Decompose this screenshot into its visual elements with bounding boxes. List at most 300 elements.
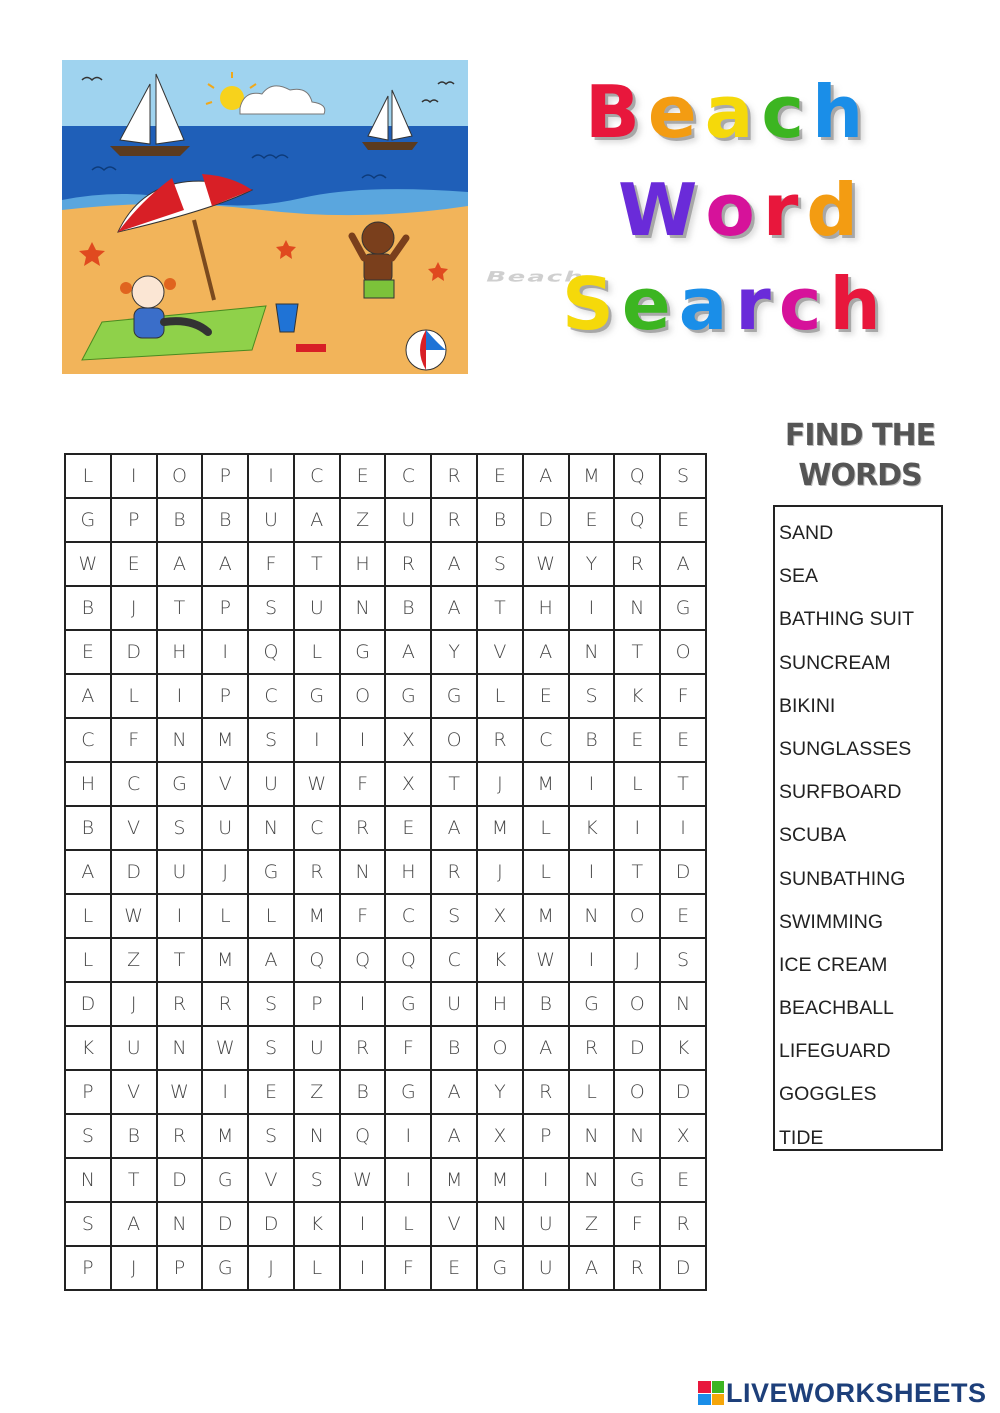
grid-cell[interactable]: C (385, 454, 431, 498)
grid-cell[interactable]: H (340, 542, 386, 586)
grid-row (65, 894, 706, 938)
grid-cell[interactable]: N (340, 850, 386, 894)
grid-cell[interactable]: M (477, 1158, 523, 1202)
grid-cell[interactable]: E (523, 674, 569, 718)
grid-cell[interactable]: I (202, 1070, 248, 1114)
grid-cell[interactable]: G (294, 674, 340, 718)
word-list-item: LIFEGUARD (779, 1040, 891, 1063)
grid-cell[interactable]: O (431, 718, 477, 762)
grid-cell[interactable]: A (157, 542, 203, 586)
grid-cell[interactable]: U (431, 982, 477, 1026)
grid-cell[interactable]: R (385, 542, 431, 586)
grid-cell[interactable]: F (614, 1202, 660, 1246)
grid-cell[interactable]: G (477, 1246, 523, 1290)
grid-cell[interactable]: K (477, 938, 523, 982)
grid-cell[interactable]: G (385, 674, 431, 718)
grid-cell[interactable]: L (65, 938, 111, 982)
grid-cell[interactable]: F (340, 894, 386, 938)
title-letter: d (806, 168, 866, 252)
grid-cell[interactable]: A (111, 1202, 157, 1246)
grid-cell[interactable]: I (569, 938, 615, 982)
grid-cell[interactable]: E (660, 1158, 706, 1202)
grid-cell[interactable]: L (569, 1070, 615, 1114)
grid-cell[interactable]: D (65, 982, 111, 1026)
grid-cell[interactable]: N (157, 1202, 203, 1246)
grid-cell[interactable]: A (65, 674, 111, 718)
grid-cell[interactable]: Y (477, 1070, 523, 1114)
grid-cell[interactable]: J (248, 1246, 294, 1290)
grid-cell[interactable]: B (431, 1026, 477, 1070)
grid-cell[interactable]: B (157, 498, 203, 542)
grid-cell[interactable]: A (431, 1114, 477, 1158)
grid-cell[interactable]: K (660, 1026, 706, 1070)
grid-cell[interactable]: G (248, 850, 294, 894)
grid-cell[interactable]: M (202, 938, 248, 982)
grid-cell[interactable]: A (431, 586, 477, 630)
word-list-item: SCUBA (779, 824, 847, 847)
grid-cell[interactable]: O (614, 1070, 660, 1114)
logo-text: LIVEWORKSHEETS (726, 1377, 987, 1408)
grid-cell[interactable]: A (431, 806, 477, 850)
grid-cell[interactable]: T (614, 630, 660, 674)
grid-cell[interactable]: C (111, 762, 157, 806)
grid-cell[interactable]: T (614, 850, 660, 894)
grid-cell[interactable]: R (614, 542, 660, 586)
grid-cell[interactable]: I (569, 586, 615, 630)
grid-cell[interactable]: N (157, 1026, 203, 1070)
grid-cell[interactable]: N (569, 1158, 615, 1202)
grid-cell[interactable]: O (614, 894, 660, 938)
grid-cell[interactable]: R (340, 1026, 386, 1070)
grid-cell[interactable]: H (65, 762, 111, 806)
grid-cell[interactable]: Z (294, 1070, 340, 1114)
grid-cell[interactable]: E (431, 1246, 477, 1290)
grid-cell[interactable]: U (202, 806, 248, 850)
grid-row (65, 850, 706, 894)
grid-cell[interactable]: L (294, 1246, 340, 1290)
grid-cell[interactable]: C (248, 674, 294, 718)
grid-cell[interactable]: P (202, 586, 248, 630)
grid-cell[interactable]: C (65, 718, 111, 762)
grid-cell[interactable]: U (523, 1246, 569, 1290)
heading-line-1: FIND THE (784, 418, 936, 453)
grid-cell[interactable]: N (477, 1202, 523, 1246)
grid-cell[interactable]: J (111, 1246, 157, 1290)
grid-cell[interactable]: V (202, 762, 248, 806)
grid-cell[interactable]: T (111, 1158, 157, 1202)
grid-cell[interactable]: A (65, 850, 111, 894)
heading-line-2: WORDS (798, 458, 922, 493)
grid-cell[interactable]: A (385, 630, 431, 674)
grid-cell[interactable]: D (614, 1026, 660, 1070)
grid-cell[interactable]: F (660, 674, 706, 718)
grid-cell[interactable]: R (294, 850, 340, 894)
grid-cell[interactable]: I (569, 850, 615, 894)
grid-cell[interactable]: A (523, 454, 569, 498)
grid-cell[interactable]: I (385, 1114, 431, 1158)
grid-cell[interactable]: I (340, 982, 386, 1026)
grid-cell[interactable]: L (111, 674, 157, 718)
grid-cell[interactable]: G (202, 1158, 248, 1202)
title-letter: a (678, 262, 736, 346)
grid-cell[interactable]: P (202, 454, 248, 498)
grid-cell[interactable]: I (340, 718, 386, 762)
grid-cell[interactable]: S (157, 806, 203, 850)
grid-cell[interactable]: S (294, 1158, 340, 1202)
grid-cell[interactable]: P (523, 1114, 569, 1158)
logo-mark-icon (698, 1381, 724, 1405)
grid-cell[interactable]: I (523, 1158, 569, 1202)
grid-cell[interactable]: D (660, 1246, 706, 1290)
grid-cell[interactable]: R (431, 498, 477, 542)
grid-cell[interactable]: R (477, 718, 523, 762)
title-letter: W (618, 168, 706, 252)
word-list-item: TIDE (779, 1126, 824, 1149)
grid-cell[interactable]: E (614, 718, 660, 762)
grid-cell[interactable]: C (294, 806, 340, 850)
grid-cell[interactable]: A (294, 498, 340, 542)
grid-cell[interactable]: I (111, 454, 157, 498)
grid-cell[interactable]: T (157, 586, 203, 630)
grid-cell[interactable]: M (294, 894, 340, 938)
grid-cell[interactable]: K (614, 674, 660, 718)
grid-cell[interactable]: P (111, 498, 157, 542)
grid-cell[interactable]: F (111, 718, 157, 762)
title-letter: c (778, 262, 830, 346)
grid-cell[interactable]: H (385, 850, 431, 894)
grid-cell[interactable]: I (157, 674, 203, 718)
grid-cell[interactable]: G (340, 630, 386, 674)
title-letter: c (761, 70, 813, 154)
title-line-word (618, 168, 866, 252)
grid-cell[interactable]: S (65, 1114, 111, 1158)
grid-cell[interactable]: E (660, 498, 706, 542)
grid-cell[interactable]: P (65, 1070, 111, 1114)
title-shadow-text: Beach (482, 268, 588, 286)
grid-cell[interactable]: T (294, 542, 340, 586)
grid-cell[interactable]: Q (248, 630, 294, 674)
grid-cell[interactable]: A (523, 1026, 569, 1070)
grid-cell[interactable]: O (157, 454, 203, 498)
grid-cell[interactable]: R (431, 850, 477, 894)
grid-cell[interactable]: A (431, 1070, 477, 1114)
word-search-grid (64, 453, 707, 1291)
grid-cell[interactable]: L (202, 894, 248, 938)
grid-cell[interactable]: U (385, 498, 431, 542)
grid-cell[interactable]: U (523, 1202, 569, 1246)
grid-cell[interactable]: R (202, 982, 248, 1026)
title-letter: S (562, 262, 622, 346)
grid-cell[interactable]: M (202, 1114, 248, 1158)
grid-cell[interactable]: A (248, 938, 294, 982)
grid-cell[interactable]: E (477, 454, 523, 498)
grid-cell[interactable]: B (111, 1114, 157, 1158)
title-letter: a (704, 70, 762, 154)
grid-cell[interactable]: F (385, 1246, 431, 1290)
grid-cell[interactable]: K (294, 1202, 340, 1246)
grid-cell[interactable]: I (340, 1246, 386, 1290)
grid-cell[interactable]: P (294, 982, 340, 1026)
grid-cell[interactable]: A (660, 542, 706, 586)
grid-cell[interactable]: H (523, 586, 569, 630)
grid-cell[interactable]: B (569, 718, 615, 762)
grid-cell[interactable]: L (65, 454, 111, 498)
grid-cell[interactable]: R (614, 1246, 660, 1290)
grid-cell[interactable]: G (385, 1070, 431, 1114)
grid-cell[interactable]: W (111, 894, 157, 938)
grid-cell[interactable]: G (614, 1158, 660, 1202)
grid-cell[interactable]: O (660, 630, 706, 674)
grid-cell[interactable]: S (569, 674, 615, 718)
grid-cell[interactable]: H (157, 630, 203, 674)
word-list-item: BATHING SUIT (779, 608, 915, 631)
grid-cell[interactable]: Q (294, 938, 340, 982)
grid-cell[interactable]: D (111, 630, 157, 674)
grid-cell[interactable]: X (385, 718, 431, 762)
grid-cell[interactable]: V (111, 1070, 157, 1114)
grid-cell[interactable]: L (477, 674, 523, 718)
grid-cell[interactable]: Q (614, 498, 660, 542)
grid-cell[interactable]: I (660, 806, 706, 850)
grid-cell[interactable]: O (614, 982, 660, 1026)
grid-cell[interactable]: C (431, 938, 477, 982)
word-list-item: SWIMMING (779, 910, 883, 933)
grid-cell[interactable]: Z (340, 498, 386, 542)
grid-cell[interactable]: P (65, 1246, 111, 1290)
grid-cell[interactable]: J (111, 586, 157, 630)
grid-cell[interactable]: G (385, 982, 431, 1026)
grid-cell[interactable]: D (202, 1202, 248, 1246)
grid-cell[interactable]: R (660, 1202, 706, 1246)
grid-cell[interactable]: W (523, 542, 569, 586)
grid-cell[interactable]: J (111, 982, 157, 1026)
grid-cell[interactable]: W (340, 1158, 386, 1202)
grid-cell[interactable]: J (614, 938, 660, 982)
grid-cell[interactable]: Y (569, 542, 615, 586)
grid-cell[interactable]: E (660, 894, 706, 938)
grid-cell[interactable]: G (569, 982, 615, 1026)
grid-cell[interactable]: M (477, 806, 523, 850)
grid-cell[interactable]: N (294, 1114, 340, 1158)
grid-cell[interactable]: E (248, 1070, 294, 1114)
grid-cell[interactable]: B (523, 982, 569, 1026)
grid-cell[interactable]: L (294, 630, 340, 674)
grid-row (65, 454, 706, 498)
grid-cell[interactable]: S (660, 938, 706, 982)
grid-cell[interactable]: Q (340, 938, 386, 982)
grid-cell[interactable]: F (340, 762, 386, 806)
grid-cell[interactable]: Z (111, 938, 157, 982)
grid-cell[interactable]: S (660, 454, 706, 498)
grid-cell[interactable]: S (248, 1026, 294, 1070)
grid-cell[interactable]: Q (340, 1114, 386, 1158)
grid-cell[interactable]: B (340, 1070, 386, 1114)
grid-cell[interactable]: R (157, 982, 203, 1026)
grid-cell[interactable]: J (477, 762, 523, 806)
grid-cell[interactable]: C (294, 454, 340, 498)
logo-tile (698, 1394, 711, 1406)
grid-cell[interactable]: G (202, 1246, 248, 1290)
word-list-item: ICE CREAM (779, 953, 888, 976)
grid-cell[interactable]: R (157, 1114, 203, 1158)
grid-cell[interactable]: T (660, 762, 706, 806)
grid-row (65, 1158, 706, 1202)
grid-cell[interactable]: X (660, 1114, 706, 1158)
grid-cell[interactable]: E (65, 630, 111, 674)
grid-cell[interactable]: L (248, 894, 294, 938)
grid-cell[interactable]: D (523, 498, 569, 542)
grid-cell[interactable]: L (385, 1202, 431, 1246)
grid-cell[interactable]: G (660, 586, 706, 630)
grid-cell[interactable]: B (65, 806, 111, 850)
grid-cell[interactable]: E (385, 806, 431, 850)
grid-cell[interactable]: U (157, 850, 203, 894)
grid-cell[interactable]: J (202, 850, 248, 894)
grid-row (65, 718, 706, 762)
grid-cell[interactable]: S (248, 1114, 294, 1158)
title-letter: h (812, 70, 872, 154)
grid-cell[interactable]: S (248, 982, 294, 1026)
grid-cell[interactable]: C (523, 718, 569, 762)
grid-cell[interactable]: A (431, 542, 477, 586)
grid-cell[interactable]: I (614, 806, 660, 850)
grid-cell[interactable]: R (523, 1070, 569, 1114)
grid-cell[interactable]: E (660, 718, 706, 762)
grid-cell[interactable]: S (477, 542, 523, 586)
grid-cell[interactable]: J (477, 850, 523, 894)
grid-cell[interactable]: W (294, 762, 340, 806)
grid-cell[interactable]: C (385, 894, 431, 938)
grid-cell[interactable]: V (248, 1158, 294, 1202)
grid-cell[interactable]: P (157, 1246, 203, 1290)
grid-cell[interactable]: N (569, 894, 615, 938)
grid-cell[interactable]: W (157, 1070, 203, 1114)
grid-cell[interactable]: I (569, 762, 615, 806)
grid-cell[interactable]: X (385, 762, 431, 806)
grid-cell[interactable]: D (111, 850, 157, 894)
grid-cell[interactable]: M (431, 1158, 477, 1202)
grid-cell[interactable]: U (248, 762, 294, 806)
grid-cell[interactable]: E (569, 498, 615, 542)
grid-cell[interactable]: A (202, 542, 248, 586)
grid-cell[interactable]: F (385, 1026, 431, 1070)
grid-cell[interactable]: Q (614, 454, 660, 498)
grid-cell[interactable]: A (569, 1246, 615, 1290)
grid-row (65, 498, 706, 542)
grid-cell[interactable]: N (660, 982, 706, 1026)
grid-cell[interactable]: A (523, 630, 569, 674)
grid-cell[interactable]: D (248, 1202, 294, 1246)
grid-cell[interactable]: I (202, 630, 248, 674)
grid-cell[interactable]: R (431, 454, 477, 498)
grid-cell[interactable]: O (340, 674, 386, 718)
grid-cell[interactable]: Z (569, 1202, 615, 1246)
grid-cell[interactable]: G (65, 498, 111, 542)
grid-cell[interactable]: M (523, 762, 569, 806)
grid-cell[interactable]: I (340, 1202, 386, 1246)
grid-cell[interactable]: G (431, 674, 477, 718)
word-list-item: SEA (779, 565, 819, 588)
grid-cell[interactable]: N (65, 1158, 111, 1202)
grid-cell[interactable]: W (202, 1026, 248, 1070)
grid-cell[interactable]: V (111, 806, 157, 850)
grid-cell[interactable]: R (340, 806, 386, 850)
grid-cell[interactable]: B (65, 586, 111, 630)
grid-cell[interactable]: M (569, 454, 615, 498)
grid-cell[interactable]: E (111, 542, 157, 586)
grid-cell[interactable]: Y (431, 630, 477, 674)
grid-cell[interactable]: L (614, 762, 660, 806)
title-letter: o (705, 168, 763, 252)
grid-cell[interactable]: U (294, 1026, 340, 1070)
grid-cell[interactable]: H (477, 982, 523, 1026)
grid-cell[interactable]: D (660, 1070, 706, 1114)
grid-cell[interactable]: S (65, 1202, 111, 1246)
grid-cell[interactable]: X (477, 1114, 523, 1158)
grid-cell[interactable]: F (248, 542, 294, 586)
grid-cell[interactable]: I (294, 718, 340, 762)
grid-cell[interactable]: D (660, 850, 706, 894)
grid-cell[interactable]: N (614, 1114, 660, 1158)
grid-cell[interactable]: W (523, 938, 569, 982)
grid-cell[interactable]: K (569, 806, 615, 850)
grid-cell[interactable]: N (569, 1114, 615, 1158)
grid-cell[interactable]: O (477, 1026, 523, 1070)
grid-cell[interactable]: B (385, 586, 431, 630)
grid-cell[interactable]: I (385, 1158, 431, 1202)
grid-cell[interactable]: N (340, 586, 386, 630)
grid-cell[interactable]: E (340, 454, 386, 498)
grid-cell[interactable]: N (614, 586, 660, 630)
grid-cell[interactable]: V (477, 630, 523, 674)
grid-cell[interactable]: B (477, 498, 523, 542)
grid-cell[interactable]: U (248, 498, 294, 542)
grid-cell[interactable]: U (111, 1026, 157, 1070)
grid-cell[interactable]: P (202, 674, 248, 718)
grid-cell[interactable]: N (569, 630, 615, 674)
grid-row (65, 674, 706, 718)
grid-cell[interactable]: X (477, 894, 523, 938)
grid-cell[interactable]: B (202, 498, 248, 542)
grid-cell[interactable]: U (294, 586, 340, 630)
grid-cell[interactable]: L (523, 850, 569, 894)
grid-cell[interactable]: S (248, 718, 294, 762)
grid-cell[interactable]: L (65, 894, 111, 938)
grid-cell[interactable]: W (65, 542, 111, 586)
grid-cell[interactable]: K (65, 1026, 111, 1070)
grid-cell[interactable]: T (431, 762, 477, 806)
grid-cell[interactable]: T (477, 586, 523, 630)
grid-cell[interactable]: S (431, 894, 477, 938)
grid-cell[interactable]: N (248, 806, 294, 850)
grid-cell[interactable]: I (157, 894, 203, 938)
grid-cell[interactable]: Q (385, 938, 431, 982)
grid-cell[interactable]: L (523, 806, 569, 850)
grid-cell[interactable]: M (202, 718, 248, 762)
grid-cell[interactable]: I (248, 454, 294, 498)
grid-cell[interactable]: N (157, 718, 203, 762)
title-letter: e (647, 70, 705, 154)
grid-cell[interactable]: V (431, 1202, 477, 1246)
grid-cell[interactable]: T (157, 938, 203, 982)
title-letter: h (829, 262, 889, 346)
grid-cell[interactable]: M (523, 894, 569, 938)
grid-cell[interactable]: G (157, 762, 203, 806)
grid-cell[interactable]: S (248, 586, 294, 630)
grid-cell[interactable]: D (157, 1158, 203, 1202)
grid-cell[interactable]: R (569, 1026, 615, 1070)
word-list-item: SURFBOARD (779, 781, 902, 804)
